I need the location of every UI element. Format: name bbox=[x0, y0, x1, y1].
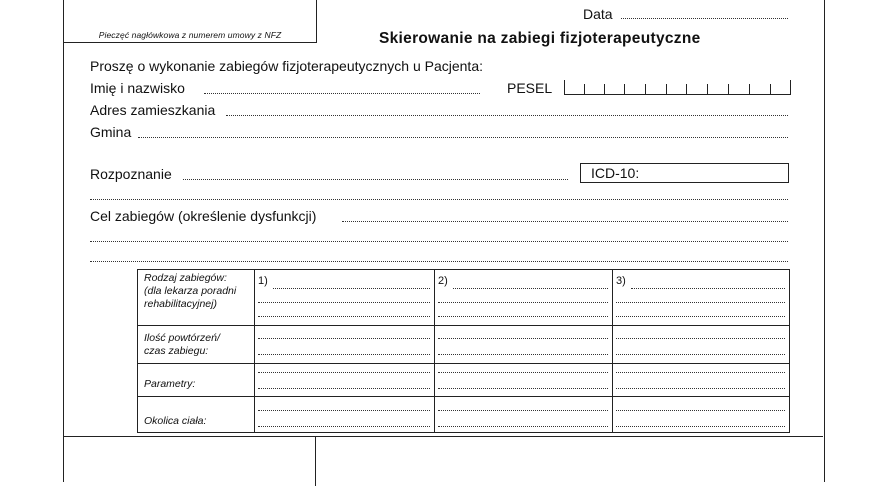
request-text: Proszę o wykonanie zabiegów fizjoterapeutycznych u Pacjenta: bbox=[90, 58, 483, 74]
page-title: Skierowanie na zabiegi fizjoterapeutyczne bbox=[379, 30, 701, 47]
purpose-line-2[interactable] bbox=[90, 241, 788, 242]
bottom-column-divider bbox=[315, 436, 316, 486]
treatment-table bbox=[137, 269, 790, 433]
stamp-box bbox=[63, 0, 317, 43]
purpose-label: Cel zabiegów (określenie dysfunkcji) bbox=[90, 208, 317, 224]
icd-label: ICD-10: bbox=[591, 165, 640, 181]
diagnosis-extra-line[interactable] bbox=[90, 199, 788, 200]
cell-body-area-2[interactable] bbox=[438, 410, 608, 411]
column-number-1: 1) bbox=[258, 275, 268, 287]
name-label: Imię i nazwisko bbox=[90, 80, 185, 96]
row-label-treatment-type: Rodzaj zabiegów: (dla lekarza poradni rehabilitacyjnej) bbox=[144, 272, 237, 310]
icd-field[interactable] bbox=[580, 163, 789, 183]
cell-treatment-1[interactable] bbox=[273, 288, 430, 289]
cell-parameters-1[interactable] bbox=[258, 372, 430, 373]
pesel-label: PESEL bbox=[507, 80, 553, 96]
cell-parameters-2[interactable] bbox=[438, 372, 608, 373]
purpose-line-3[interactable] bbox=[90, 261, 788, 262]
row-label-repetitions: Ilość powtórzeń/ czas zabiegu: bbox=[144, 332, 220, 357]
stamp-caption: Pieczęć nagłówkowa z numerem umowy z NFZ bbox=[98, 30, 282, 40]
name-field[interactable] bbox=[204, 93, 480, 94]
cell-repetitions-1[interactable] bbox=[258, 338, 430, 339]
commune-label: Gmina bbox=[90, 124, 132, 140]
pesel-field[interactable] bbox=[564, 82, 791, 95]
address-label: Adres zamieszkania bbox=[90, 102, 216, 118]
diagnosis-field[interactable] bbox=[183, 179, 568, 180]
cell-repetitions-2[interactable] bbox=[438, 338, 608, 339]
cell-repetitions-3[interactable] bbox=[616, 338, 785, 339]
cell-treatment-2[interactable] bbox=[453, 288, 608, 289]
cell-body-area-1[interactable] bbox=[258, 410, 430, 411]
cell-treatment-3[interactable] bbox=[631, 288, 785, 289]
date-field[interactable] bbox=[621, 18, 788, 19]
purpose-field[interactable] bbox=[342, 221, 788, 222]
cell-body-area-3[interactable] bbox=[616, 410, 785, 411]
cell-parameters-3[interactable] bbox=[616, 372, 785, 373]
diagnosis-label: Rozpoznanie bbox=[90, 166, 172, 182]
address-field[interactable] bbox=[226, 115, 788, 116]
row-label-body-area: Okolica ciała: bbox=[144, 415, 207, 427]
commune-field[interactable] bbox=[138, 137, 788, 138]
row-label-parameters: Parametry: bbox=[144, 378, 196, 390]
date-label: Data bbox=[583, 6, 613, 22]
section-divider bbox=[63, 436, 823, 437]
column-number-2: 2) bbox=[438, 275, 448, 287]
column-number-3: 3) bbox=[616, 275, 626, 287]
